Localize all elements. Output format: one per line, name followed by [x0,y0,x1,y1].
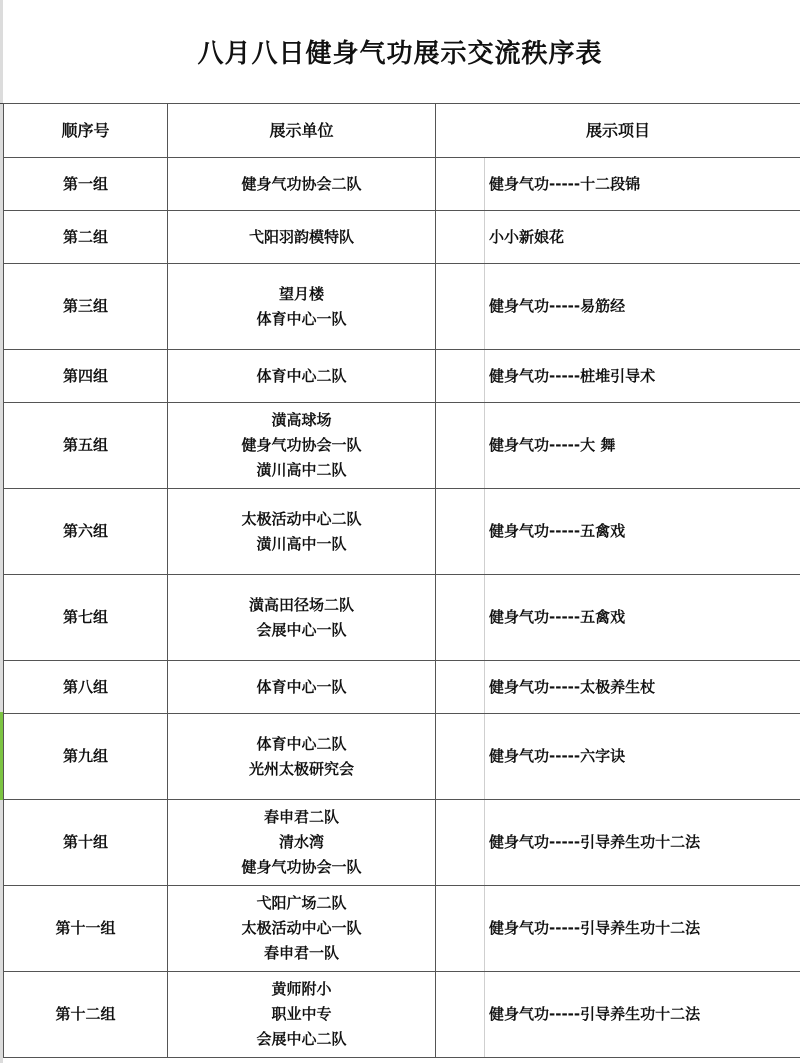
unit-name: 潢高田径场二队 [248,595,354,614]
cell-project[interactable]: 健身气功-----引导养生功十二法 [436,972,800,1058]
unit-name: 职业中专 [271,1005,332,1023]
unit-name: 潢川高中一队 [256,534,347,553]
unit-name: 弋阳广场二队 [256,894,347,912]
unit-name: 会展中心一队 [256,620,347,639]
table-row [4,350,800,403]
cell-project[interactable]: 健身气功-----桩堆引导术 [436,350,800,403]
unit-name: 春申君二队 [263,808,339,826]
cell-project[interactable]: 健身气功-----五禽戏 [436,489,800,575]
cell-unit[interactable] [168,714,436,800]
table-row [4,489,800,575]
unit-name: 健身气功协会二队 [241,174,362,193]
cell-unit[interactable] [168,211,436,264]
cell-project[interactable]: 健身气功-----五禽戏 [436,575,800,661]
table-row [4,264,800,350]
unit-name: 潢高球场 [271,411,332,429]
cell-unit[interactable] [168,661,436,714]
cell-seq[interactable]: 第十二组 [4,972,168,1058]
unit-name: 太极活动中心二队 [241,509,362,528]
table-body [4,158,800,1058]
cell-project[interactable]: 健身气功-----大 舞 [436,403,800,489]
table-row [4,886,800,972]
cell-seq[interactable]: 第九组 [4,714,168,800]
table-row [4,972,800,1058]
cell-seq[interactable]: 第十一组 [4,886,168,972]
unit-name: 望月楼 [278,284,324,303]
cell-seq[interactable]: 第八组 [4,661,168,714]
unit-name: 健身气功协会一队 [241,858,362,876]
table-row [4,714,800,800]
cell-project[interactable]: 健身气功-----易筋经 [436,264,800,350]
unit-name: 光州太极研究会 [248,759,354,778]
header-seq: 顺序号 [4,104,168,158]
unit-name: 清水湾 [278,833,324,851]
cell-unit[interactable] [168,800,436,886]
cell-project[interactable]: 健身气功-----十二段锦 [436,158,800,211]
cell-project[interactable]: 健身气功-----引导养生功十二法 [436,886,800,972]
header-project: 展示项目 [436,104,800,158]
cell-seq[interactable]: 第六组 [4,489,168,575]
cell-seq[interactable]: 第三组 [4,264,168,350]
cell-project[interactable]: 健身气功-----六字诀 [436,714,800,800]
unit-name: 太极活动中心一队 [241,919,362,937]
cell-unit[interactable] [168,350,436,403]
unit-name: 黄师附小 [271,980,332,998]
unit-name: 潢川高中二队 [256,461,347,479]
cell-project[interactable]: 小小新娘花 [436,211,800,264]
cell-seq[interactable]: 第一组 [4,158,168,211]
unit-name: 体育中心二队 [256,366,347,385]
unit-name: 会展中心二队 [256,1030,347,1048]
cell-unit[interactable] [168,972,436,1058]
table-row [4,575,800,661]
header-unit: 展示单位 [168,104,436,158]
cell-unit[interactable] [168,264,436,350]
table-row [4,158,800,211]
cell-unit[interactable] [168,403,436,489]
cell-seq[interactable]: 第五组 [4,403,168,489]
cell-unit[interactable] [168,158,436,211]
cell-unit[interactable] [168,886,436,972]
unit-name: 春申君一队 [263,944,339,962]
unit-name: 体育中心二队 [256,734,347,753]
cell-seq[interactable]: 第十组 [4,800,168,886]
table-row [4,403,800,489]
cell-seq[interactable]: 第二组 [4,211,168,264]
cell-seq[interactable]: 第七组 [4,575,168,661]
table-row [4,800,800,886]
table-row [4,661,800,714]
cell-unit[interactable] [168,575,436,661]
cell-unit[interactable] [168,489,436,575]
header-row [4,104,800,158]
unit-name: 体育中心一队 [256,309,347,328]
schedule-table [3,103,800,1058]
cell-seq[interactable]: 第四组 [4,350,168,403]
table-row [4,211,800,264]
page-title: 八月八日健身气功展示交流秩序表 [0,0,800,104]
cell-project[interactable]: 健身气功-----太极养生杖 [436,661,800,714]
unit-name: 健身气功协会一队 [241,436,362,454]
unit-name: 体育中心一队 [256,677,347,696]
cell-project[interactable]: 健身气功-----引导养生功十二法 [436,800,800,886]
unit-name: 弋阳羽韵模特队 [248,227,354,246]
